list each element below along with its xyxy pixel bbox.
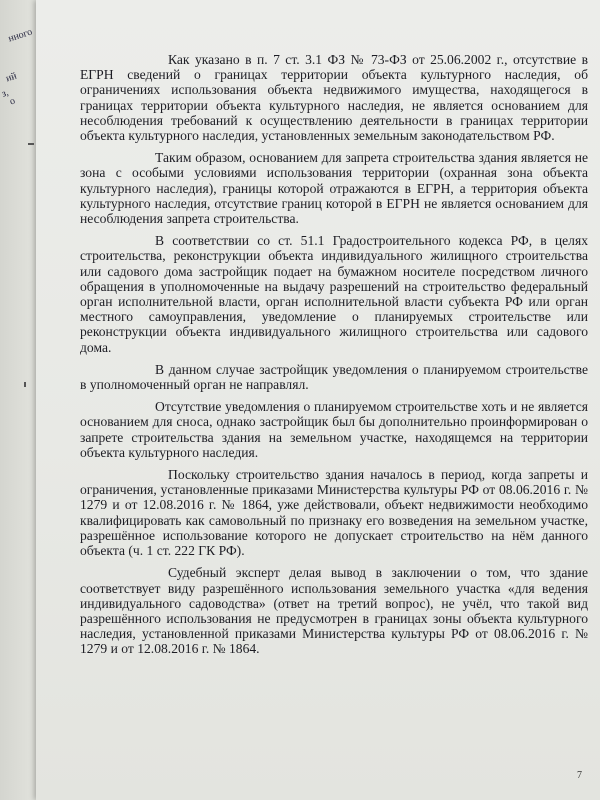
page-number: 7	[577, 770, 582, 781]
paragraph: Поскольку строительство здания началось в период, когда запреты и ограничения, установленные приказами Министерства культуры РФ от 08.06.2016 г. № 1279 и от 12.08.2016 г. № 1864, уже действовали, объект недвижимости необходимо квалифицировать как самовольный по признаку его возведения на земельном участке, разрешённое использование которого не допускает строительство на нём данного объекта (ч. 1 ст. 222 ГК РФ).	[80, 467, 588, 559]
paragraph: Судебный эксперт делая вывод в заключении о том, что здание соответствует виду разрешённого использования земельного участка «для ведения индивидуального садоводства» (ответ на третий вопрос), не учёл, что такой вид разрешённого использования не предусмотрен в границах зоны объекта культурного наследия, установленной приказами Министерства культуры РФ от 08.06.2016 г. № 1279 и от 12.08.2016 г. № 1864.	[80, 565, 588, 657]
paragraph: Как указано в п. 7 ст. 3.1 ФЗ № 73-ФЗ от 25.06.2002 г., отсутствие в ЕГРН сведений о границах территории объекта культурного наследия, об ограничениях использования объекта недвижимого имущества, находящегося в границах территории объекта культурного наследия, не является основанием для несоблюдения требований к осуществлению деятельности в границах территории объекта культурного наследия, установленных земельным законодательством РФ.	[80, 52, 588, 144]
document-page	[36, 0, 600, 800]
margin-fragment: нного	[6, 26, 34, 45]
paragraph: В данном случае застройщик уведомления о планируемом строительстве в уполномоченный орган не направлял.	[80, 361, 588, 393]
paragraph: В соответствии со ст. 51.1 Градостроительного кодекса РФ, в целях строительства, реконструкции объекта индивидуального жилищного строительства или садового дома застройщик подает на бумажном носителе посредством личного обращения в уполномоченные на выдачу разрешений на строительство федеральный орган исполнительной власти, орган исполнительной власти субъекта РФ или орган местного самоуправления, уведомление о планируемых строительстве или реконструкции объекта индивидуального жилищного строительства или садового дома.	[80, 233, 588, 355]
paragraph: Таким образом, основанием для запрета строительства здания является не зона с особыми условиями использования территории (охранная зона объекта культурного наследия), границы которой отражаются в ЕГРН, а территория объекта культурного наследия, отсутствие границ которой в ЕГРН не является основанием для несоблюдения запрета строительства.	[80, 150, 588, 227]
margin-fragment: о	[8, 95, 17, 108]
margin-tick	[24, 382, 26, 387]
margin-tick	[28, 143, 34, 145]
document-body	[80, 52, 588, 664]
paragraph: Отсутствие уведомления о планируемом строительстве хоть и не является основанием для сноса, однако застройщик был бы дополнительно проинформирован о запрете строительства здания на земельном участке, находящемся на территории объекта культурного наследия.	[80, 399, 588, 460]
margin-fragment: ий	[4, 70, 19, 85]
margin-fragment: з,	[0, 87, 10, 100]
